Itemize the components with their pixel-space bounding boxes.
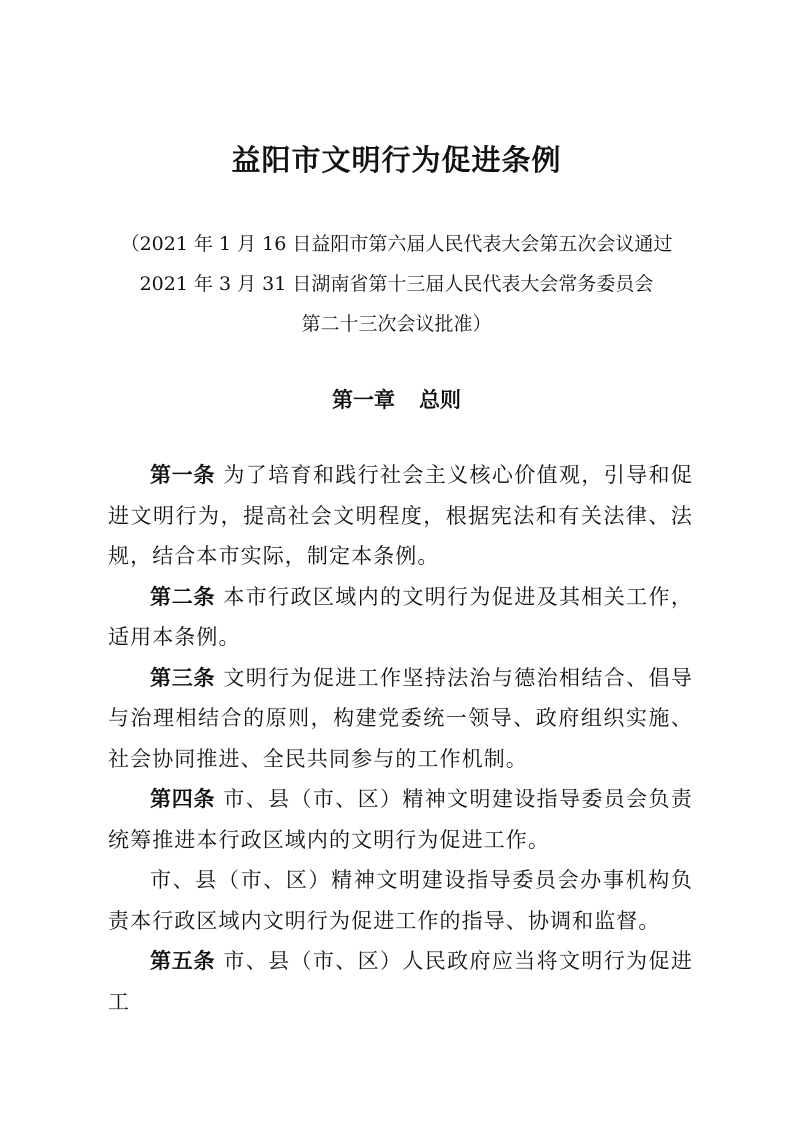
article-paragraph bbox=[108, 577, 693, 658]
article-text: 为了培育和践行社会主义核心价值观，引导和促进文明行为，提高社会文明程度，根据宪法和有关法律、法规，结合本市实际，制定本条例。 bbox=[108, 463, 693, 568]
chapter-heading bbox=[0, 380, 793, 420]
article-text: 市、县（市、区）精神文明建设指导委员会负责统筹推进本行政区域内的文明行为促进工作。 bbox=[108, 787, 693, 852]
article-text: 文明行为促进工作坚持法治与德治相结合、倡导与治理相结合的原则，构建党委统一领导、政府组织实施、社会协同推进、全民共同参与的工作机制。 bbox=[108, 665, 693, 771]
adoption-note-line: 第二十三次会议批准） bbox=[301, 313, 492, 335]
article-label: 第五条 bbox=[150, 949, 216, 973]
article-label: 第一条 bbox=[150, 463, 216, 487]
article-text: 市、县（市、区）精神文明建设指导委员会办事机构负责本行政区域内文明行为促进工作的指导、协调和监督。 bbox=[108, 868, 693, 933]
article-text: 市、县（市、区）人民政府应当将文明行为促进工 bbox=[108, 949, 693, 1014]
article-paragraph bbox=[108, 860, 693, 941]
article-paragraph bbox=[108, 658, 693, 780]
chapter-number: 第一章 bbox=[332, 388, 395, 412]
article-text: 本市行政区域内的文明行为促进及其相关工作，适用本条例。 bbox=[108, 584, 693, 649]
adoption-note-line: （2021 年 1 月 16 日益阳市第六届人民代表大会第五次会议通过 bbox=[120, 233, 673, 255]
document-title: 益阳市文明行为促进条例 bbox=[231, 143, 562, 177]
article-paragraph bbox=[108, 941, 693, 1022]
body-text bbox=[108, 455, 693, 1022]
article-paragraph bbox=[108, 455, 693, 577]
article-paragraph bbox=[108, 779, 693, 860]
adoption-note-line: 2021 年 3 月 31 日湖南省第十三届人民代表大会常务委员会 bbox=[139, 273, 654, 295]
chapter-name: 总则 bbox=[419, 388, 461, 412]
article-label: 第四条 bbox=[150, 787, 216, 811]
article-label: 第二条 bbox=[150, 584, 216, 609]
article-label: 第三条 bbox=[150, 665, 216, 690]
adoption-note bbox=[0, 224, 793, 344]
